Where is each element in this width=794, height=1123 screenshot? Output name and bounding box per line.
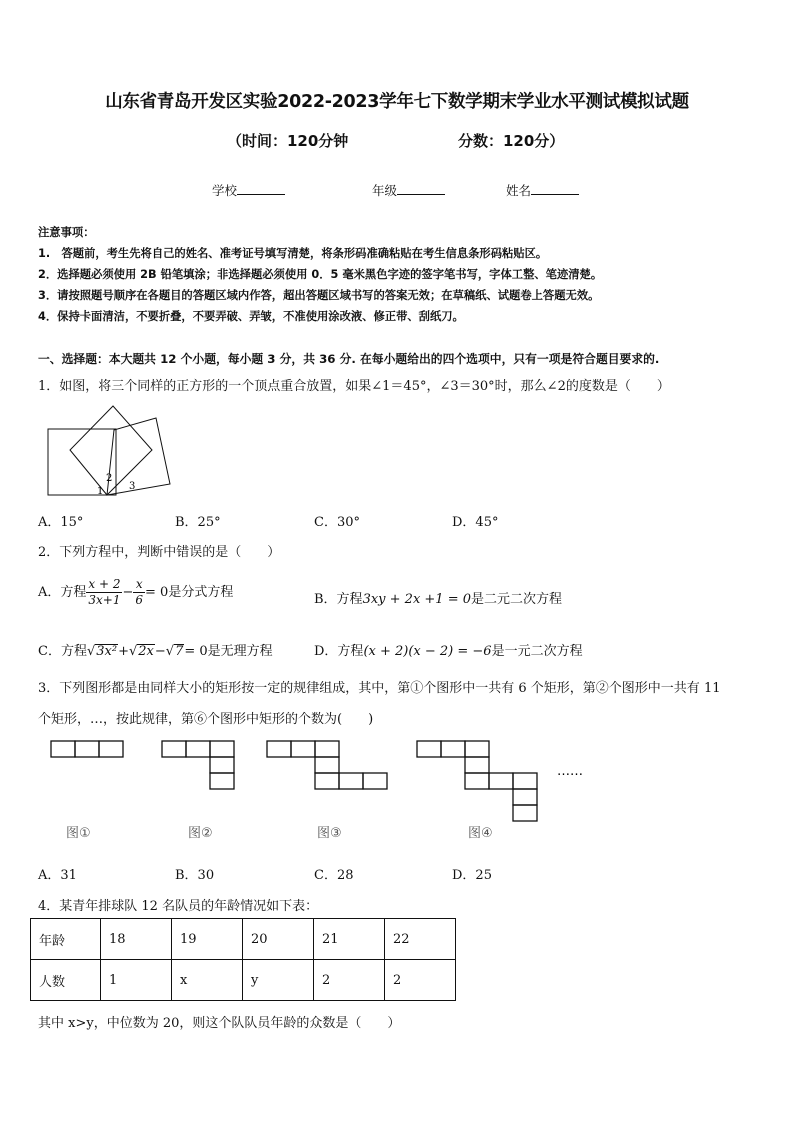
q3-option-d[interactable]: D．25: [452, 868, 492, 883]
angle-label-1: 1: [97, 486, 104, 497]
figure-2-label: 图②: [188, 826, 213, 841]
q1-option-d[interactable]: D．45°: [452, 515, 499, 530]
minus-sign: −: [154, 644, 166, 659]
ellipsis: ……: [557, 764, 583, 779]
q1-option-c[interactable]: C．30°: [314, 515, 360, 530]
table-cell: 1: [101, 960, 172, 1001]
numerator: x: [133, 577, 145, 593]
table-cell: 2: [385, 960, 456, 1001]
numerator: x + 2: [88, 577, 121, 591]
question-1-stem: 1．如图，将三个同样的正方形的一个顶点重合放置，如果∠1＝45°，∠3＝30°时，那么∠2的度数是（ ）: [38, 379, 670, 394]
figure-4-label: 图④: [468, 826, 493, 841]
section-heading: 一、选择题：本大题共 12 个小题，每小题 3 分，共 36 分. 在每小题给出的四个选项中，只有一项是符合题目要求的.: [38, 352, 660, 366]
notice-item: 1. 答题前，考生先将自己的姓名、准考证号填写清楚，将条形码准确粘贴在考生信息条形码粘贴区。: [38, 247, 548, 260]
table-row: [31, 960, 456, 1001]
denominator: 3x+1: [88, 593, 121, 607]
table-cell: x: [172, 960, 243, 1001]
q2-option-c[interactable]: C．方程√3x²+√2x−√7= 0是无理方程: [38, 644, 273, 659]
figure-3: [267, 741, 387, 789]
q3-option-b[interactable]: B．30: [175, 868, 215, 883]
q2-option-d[interactable]: [314, 640, 583, 659]
question-2-stem: 2．下列方程中，判断中错误的是（ ）: [38, 545, 281, 560]
fraction-1: [86, 577, 122, 608]
q3-option-a[interactable]: A．31: [38, 868, 77, 883]
table-cell: 19: [172, 919, 243, 960]
table-cell: 22: [385, 919, 456, 960]
square-1: [48, 429, 116, 495]
table-cell: 20: [243, 919, 314, 960]
question-3-stem-line2: 个矩形，…，按此规律，第⑥个图形中矩形的个数为( ): [38, 712, 374, 727]
grade-blank[interactable]: [397, 182, 445, 195]
school-blank[interactable]: [237, 182, 285, 195]
option-prefix: A．方程: [38, 585, 87, 600]
figure-3-label: 图③: [317, 826, 342, 841]
figure-2: [162, 741, 234, 789]
age-table: [30, 918, 456, 1001]
table-cell: 21: [314, 919, 385, 960]
notice-heading: 注意事项：: [38, 226, 95, 239]
option-suffix: 是一元二次方程: [491, 644, 583, 659]
grade-label: 年级: [372, 183, 398, 198]
plus-sign: +: [118, 644, 129, 659]
angle-label-2: 2: [106, 473, 113, 484]
option-prefix: D．方程: [314, 644, 364, 659]
notice-item: 3．请按照题号顺序在各题目的答题区域内作答，超出答题区域书写的答案无效；在草稿纸、试题卷上答题无效。: [38, 289, 600, 302]
table-cell: 18: [101, 919, 172, 960]
table-cell: 人数: [31, 960, 101, 1001]
notice-item: 4．保持卡面清洁，不要折叠，不要弄破、弄皱，不准使用涂改液、修正带、刮纸刀。: [38, 310, 464, 323]
q1-option-a[interactable]: A．15°: [38, 515, 84, 530]
option-suffix: = 0是分式方程: [145, 585, 234, 600]
squares-figure: [40, 402, 180, 498]
school-label: 学校: [212, 183, 238, 198]
option-suffix: = 0是无理方程: [184, 644, 273, 659]
figure-1: [51, 741, 123, 757]
fraction-2: [133, 577, 145, 608]
question-4-stem: 4．某青年排球队 12 名队员的年龄情况如下表：: [38, 899, 319, 914]
name-label: 姓名: [506, 183, 532, 198]
name-field: [506, 181, 579, 199]
table-cell: 年龄: [31, 919, 101, 960]
radicand-3: 7: [175, 644, 184, 659]
q2-option-a[interactable]: [38, 577, 233, 608]
option-suffix: 是二元二次方程: [471, 592, 563, 607]
exam-score: 分数：120分）: [458, 132, 565, 150]
minus-sign: −: [122, 585, 134, 600]
angle-label-3: 3: [129, 481, 136, 492]
question-4-follow: 其中 x>y，中位数为 20，则这个队队员年龄的众数是（ ）: [38, 1016, 401, 1031]
notice-item: 2．选择题必须使用 2B 铅笔填涂；非选择题必须使用 0．5 毫米黑色字迹的签字笔书写，字体工整、笔迹清楚。: [38, 268, 603, 281]
grade-field: [372, 181, 445, 199]
denominator: 6: [135, 593, 144, 607]
option-prefix: C．方程: [38, 644, 87, 659]
school-field: [212, 181, 285, 199]
table-cell: 2: [314, 960, 385, 1001]
figure-1-label: 图①: [66, 826, 91, 841]
page-title: 山东省青岛开发区实验2022-2023学年七下数学期末学业水平测试模拟试题: [105, 92, 689, 112]
equation: 3xy + 2x +1 = 0: [362, 592, 471, 607]
exam-time: （时间：120分钟: [227, 132, 349, 150]
radicand-2: 2x: [138, 644, 154, 659]
option-prefix: B．方程: [314, 592, 363, 607]
radicand-1: 3x²: [96, 644, 118, 659]
table-row: [31, 919, 456, 960]
figure-4: [417, 741, 537, 821]
name-blank[interactable]: [531, 182, 579, 195]
q1-option-b[interactable]: B．25°: [175, 515, 221, 530]
question-3-stem-line1: 3．下列图形都是由同样大小的矩形按一定的规律组成，其中，第①个图形中一共有 6 个矩形，第②个图形中一共有 11: [38, 681, 721, 696]
q2-option-b[interactable]: [314, 588, 562, 607]
equation: (x + 2)(x − 2) = −6: [363, 644, 492, 659]
q3-option-c[interactable]: C．28: [314, 868, 354, 883]
table-cell: y: [243, 960, 314, 1001]
